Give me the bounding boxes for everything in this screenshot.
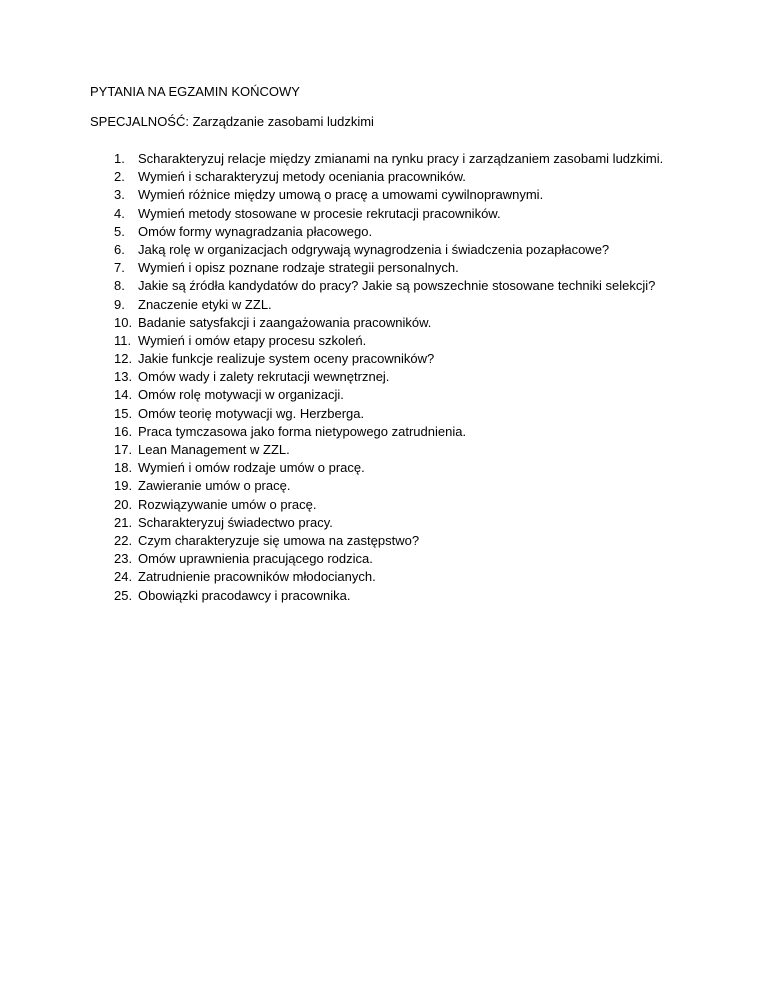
list-item bbox=[90, 223, 663, 241]
question-number: 3. bbox=[114, 187, 125, 203]
question-number: 14. bbox=[114, 387, 133, 403]
question-text: Omów uprawnienia pracującego rodzica. bbox=[138, 551, 373, 567]
question-number: 7. bbox=[114, 260, 125, 276]
list-item bbox=[90, 241, 663, 259]
question-text: Scharakteryzuj relacje między zmianami na rynku pracy i zarządzaniem zasobami ludzkimi. bbox=[138, 151, 664, 166]
question-text: Czym charakteryzuje się umowa na zastępstwo? bbox=[138, 532, 420, 548]
question-text: Scharakteryzuj świadectwo pracy. bbox=[138, 514, 333, 530]
question-text: Praca tymczasowa jako forma nietypowego zatrudnienia. bbox=[138, 423, 467, 439]
question-number: 18. bbox=[114, 460, 133, 476]
question-number: 19. bbox=[114, 478, 133, 494]
question-text: Wymień i opisz poznane rodzaje strategii personalnych. bbox=[138, 260, 459, 276]
list-item bbox=[90, 259, 663, 277]
list-item bbox=[90, 277, 663, 295]
question-number: 13. bbox=[114, 369, 133, 385]
question-text: Wymień różnice między umową o pracę a umowami cywilnoprawnymi. bbox=[138, 187, 544, 203]
question-number: 24. bbox=[114, 569, 133, 585]
question-number: 20. bbox=[114, 496, 133, 512]
question-number: 11. bbox=[114, 332, 132, 348]
question-number: 9. bbox=[114, 296, 125, 312]
question-text: Jakie funkcje realizuje system oceny pracowników? bbox=[138, 351, 435, 367]
question-text: Rozwiązywanie umów o pracę. bbox=[138, 496, 317, 512]
question-text: Badanie satysfakcji i zaangażowania pracowników. bbox=[138, 314, 432, 330]
question-number: 4. bbox=[114, 205, 125, 221]
list-item bbox=[90, 168, 663, 186]
question-text: Omów formy wynagradzania płacowego. bbox=[138, 223, 373, 239]
question-text: Wymień i omów etapy procesu szkoleń. bbox=[138, 332, 367, 348]
list-item bbox=[90, 405, 663, 423]
question-text: Omów rolę motywacji w organizacji. bbox=[138, 387, 344, 403]
question-text: Wymień i omów rodzaje umów o pracę. bbox=[138, 460, 365, 476]
list-item bbox=[90, 350, 663, 368]
question-text: Wymień i scharakteryzuj metody oceniania pracowników. bbox=[138, 169, 466, 185]
question-text: Znaczenie etyki w ZZL. bbox=[138, 296, 272, 312]
list-item bbox=[90, 296, 663, 314]
list-item bbox=[90, 568, 663, 586]
question-text: Zawieranie umów o pracę. bbox=[138, 478, 291, 494]
question-number: 2. bbox=[114, 169, 125, 185]
question-text: Wymień metody stosowane w procesie rekrutacji pracowników. bbox=[138, 205, 501, 221]
question-number: 22. bbox=[114, 532, 133, 548]
list-item bbox=[90, 550, 663, 568]
question-number: 12. bbox=[114, 351, 133, 367]
question-number: 23. bbox=[114, 551, 133, 567]
question-text: Lean Management w ZZL. bbox=[138, 442, 290, 457]
list-item bbox=[90, 532, 663, 550]
question-number: 8. bbox=[114, 278, 125, 294]
question-text: Omów wady i zalety rekrutacji wewnętrznej. bbox=[138, 369, 390, 385]
question-number: 21. bbox=[114, 514, 133, 530]
question-list bbox=[90, 150, 663, 605]
list-item bbox=[90, 441, 663, 459]
question-number: 5. bbox=[114, 223, 125, 239]
list-item bbox=[90, 150, 663, 168]
question-text: Jakie są źródła kandydatów do pracy? Jakie są powszechnie stosowane techniki selekcji? bbox=[138, 278, 656, 294]
list-item bbox=[90, 368, 663, 386]
question-text: Omów teorię motywacji wg. Herzberga. bbox=[138, 405, 365, 421]
list-item bbox=[90, 496, 663, 514]
list-item bbox=[90, 186, 663, 204]
list-item bbox=[90, 423, 663, 441]
document-subtitle: SPECJALNOŚĆ: Zarządzanie zasobami ludzkimi bbox=[90, 114, 374, 129]
list-item bbox=[90, 205, 663, 223]
list-item bbox=[90, 514, 663, 532]
question-text: Obowiązki pracodawcy i pracownika. bbox=[138, 587, 351, 603]
question-number: 17. bbox=[114, 442, 133, 457]
question-number: 15. bbox=[114, 405, 133, 421]
question-number: 16. bbox=[114, 423, 133, 439]
question-number: 25. bbox=[114, 587, 133, 603]
list-item bbox=[90, 477, 663, 495]
list-item bbox=[90, 459, 663, 477]
question-text: Zatrudnienie pracowników młodocianych. bbox=[138, 569, 376, 585]
question-number: 10. bbox=[114, 314, 133, 330]
question-text: Jaką rolę w organizacjach odgrywają wynagrodzenia i świadczenia pozapłacowe? bbox=[138, 241, 610, 257]
list-item bbox=[90, 386, 663, 404]
list-item bbox=[90, 332, 663, 350]
document-title: PYTANIA NA EGZAMIN KOŃCOWY bbox=[90, 84, 300, 99]
list-item bbox=[90, 314, 663, 332]
list-item bbox=[90, 587, 663, 605]
question-number: 1. bbox=[114, 151, 125, 166]
question-number: 6. bbox=[114, 241, 125, 257]
